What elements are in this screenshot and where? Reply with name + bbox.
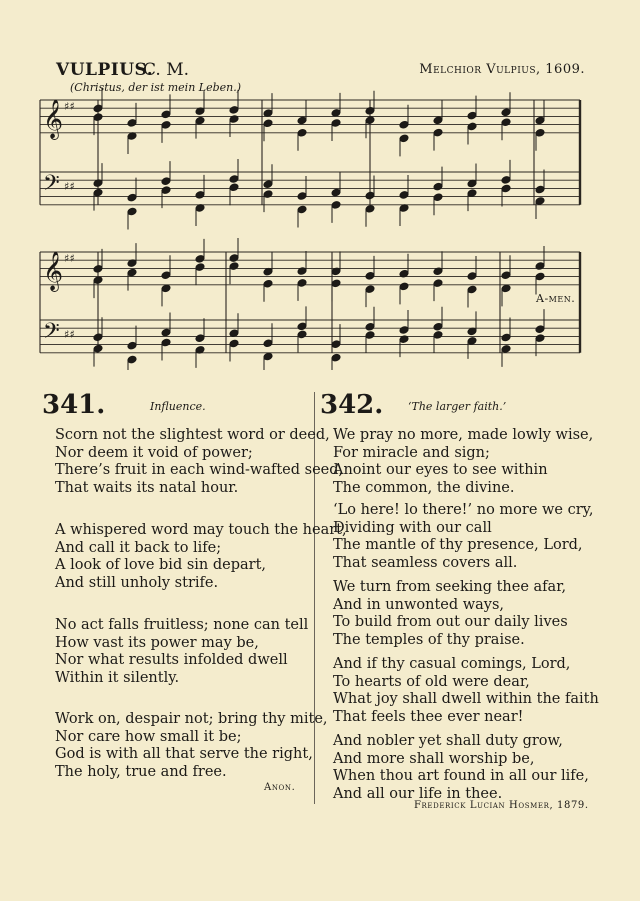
verse-line: Nor what results infolded dwell — [55, 652, 288, 669]
verse-line: Within it silently. — [55, 669, 180, 686]
verse-line: And more shall worship be, — [333, 750, 535, 767]
tune-meter: C. M. — [143, 60, 190, 80]
hymn342-stanza-2 — [333, 502, 594, 572]
verse-line: Nor deem it void of power; — [55, 444, 253, 461]
verse-line: Nor care how small it be; — [55, 728, 242, 745]
verse-line: That waits its natal hour. — [55, 479, 239, 496]
verse-line: And nobler yet shall duty grow, — [333, 733, 563, 749]
verse-line: No act falls fruitless; none can tell — [55, 617, 309, 633]
hymn-title-342: ‘The larger faith.’ — [408, 400, 507, 413]
hymn-number-341: 341. — [42, 390, 106, 420]
hymn342-stanza-4 — [333, 656, 599, 726]
verse-line: Scorn not the slightest word or deed, — [55, 427, 330, 443]
verse-line: And still unholy strife. — [55, 574, 219, 591]
sharp-icon: ♯♯ — [64, 180, 75, 193]
music-score — [0, 0, 640, 370]
tune-composer: Melchior Vulpius, 1609. — [419, 62, 585, 77]
sharp-icon: ♯♯ — [64, 252, 75, 265]
bass-clef-icon: 𝄢 — [43, 319, 60, 349]
clefs — [43, 99, 75, 349]
sharp-icon: ♯♯ — [64, 328, 75, 341]
verse-line: That seamless covers all. — [333, 554, 518, 571]
verse-line: The mantle of thy presence, Lord, — [333, 537, 583, 554]
amen-label: A-men. — [536, 292, 576, 305]
verse-line: We turn from seeking thee afar, — [333, 579, 567, 595]
verse-line: How vast its power may be, — [55, 634, 259, 651]
verse-line: The temples of thy praise. — [333, 631, 525, 648]
staff-lines — [40, 100, 580, 353]
tune-subtitle: (Christus, der ist mein Leben.) — [70, 81, 242, 94]
tune-name: VULPIUS. — [56, 60, 154, 80]
treble-clef-icon: 𝄞 — [43, 251, 64, 291]
hymn342-stanza-3 — [333, 579, 568, 649]
hymn341-stanza-3 — [55, 617, 308, 687]
hymn341-stanza-1 — [55, 427, 343, 497]
verse-line: We pray no more, made lowly wise, — [333, 427, 594, 443]
verse-line: That feels thee ever near! — [333, 708, 524, 725]
hymn-title-341: Influence. — [150, 400, 206, 413]
hymn341-author: Anon. — [264, 782, 296, 793]
verse-line: For miracle and sign; — [333, 444, 490, 461]
sharp-icon: ♯♯ — [64, 100, 75, 113]
hymn-number-342: 342. — [320, 390, 384, 420]
verse-line: And in unwonted ways, — [333, 596, 505, 613]
hymn341-stanza-4 — [55, 711, 328, 781]
verse-line: There’s fruit in each wind-wafted seed, — [55, 462, 344, 479]
hymn342-stanza-1 — [333, 427, 593, 497]
verse-line: When thou art found in all our life, — [333, 768, 589, 785]
verse-line: And if thy casual comings, Lord, — [333, 656, 571, 672]
verse-line: Dividing with our call — [333, 519, 492, 536]
verse-line: To hearts of old were dear, — [333, 673, 530, 690]
verse-line: And all our life in thee. — [333, 785, 503, 802]
verse-line: What joy shall dwell within the faith — [333, 691, 599, 708]
verse-line: A whispered word may touch the heart, — [55, 522, 347, 538]
hymn341-stanza-2 — [55, 522, 347, 592]
verse-line: God is with all that serve the right, — [55, 746, 313, 763]
hymn342-author: Frederick Lucian Hosmer, 1879. — [414, 800, 589, 811]
bass-clef-icon: 𝄢 — [43, 171, 60, 201]
verse-line: ‘Lo here! lo there!’ no more we cry, — [333, 502, 594, 518]
verse-line: A look of love bid sin depart, — [55, 557, 267, 574]
treble-clef-icon: 𝄞 — [43, 99, 64, 139]
verse-line: Anoint our eyes to see within — [333, 462, 548, 479]
verse-line: The common, the divine. — [333, 479, 515, 496]
verse-line: Work on, despair not; bring thy mite, — [55, 711, 328, 727]
hymn342-stanza-5 — [333, 733, 589, 803]
verse-line: The holy, true and free. — [55, 763, 227, 780]
bar-lines — [40, 100, 580, 353]
verse-line: And call it back to life; — [55, 539, 222, 556]
verse-line: To build from out our daily lives — [333, 614, 568, 631]
